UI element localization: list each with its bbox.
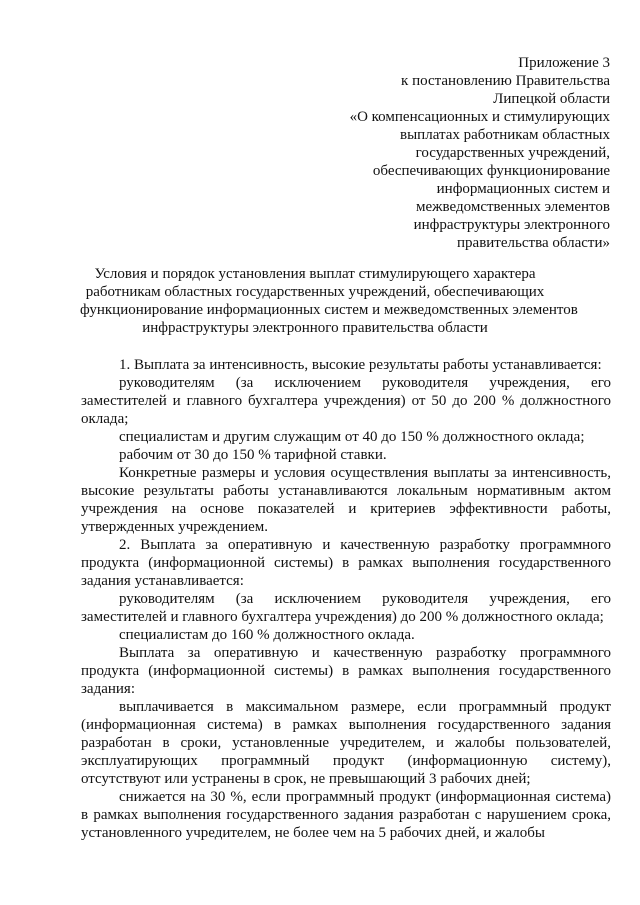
- word: исключением: [274, 591, 361, 607]
- heads-rest-1: заместителей и главного бухгалтера учреждения) от 50 до 200 % должностного оклада;: [81, 393, 611, 427]
- appendix-line: информационных систем и: [436, 181, 610, 197]
- specialists-1: специалистам и другим служащим от 40 до 150 % должностного оклада;: [119, 429, 585, 445]
- appendix-line: государственных учреждений,: [415, 145, 610, 161]
- document-body: [81, 356, 611, 842]
- specific-conditions: Конкретные размеры и условия осуществления выплаты за интенсивность, высокие результаты работы устанавливаются локальным нормативным актом учреждения на основе показателей и критериев эффективности работы, утвержденных учреждением.: [81, 465, 611, 535]
- appendix-line: «О компенсационных и стимулирующих: [349, 109, 610, 125]
- word: его: [591, 591, 611, 607]
- title-line: инфраструктуры электронного правительства области: [142, 320, 488, 336]
- workers-1: рабочим от 30 до 150 % тарифной ставки.: [119, 447, 387, 463]
- document-title: [80, 265, 578, 337]
- heads-line-2: [81, 590, 611, 608]
- appendix-line: Приложение 3: [518, 55, 610, 71]
- appendix-line: инфраструктуры электронного: [413, 217, 610, 233]
- appendix-line: Липецкой области: [493, 91, 610, 107]
- word: руководителя: [382, 591, 469, 607]
- title-line: Условия и порядок установления выплат стимулирующего характера: [94, 266, 536, 282]
- word: (за: [235, 591, 254, 607]
- paragraph-2: 2. Выплата за оперативную и качественную разработку программного продукта (информационной системы) в рамках выполнения государственного задания устанавливается:: [81, 537, 611, 589]
- title-line: работникам областных государственных учреждений, обеспечивающих: [85, 284, 545, 300]
- specialists-2: специалистам до 160 % должностного оклада.: [119, 627, 415, 643]
- word: руководителям: [119, 375, 215, 391]
- word: (за: [235, 375, 254, 391]
- reduced-payment-condition: снижается на 30 %, если программный продукт (информационная система) в рамках выполнения государственного задания разработан с нарушением срока, установленного учредителем, не более чем на 5 рабочих дней, и жалобы: [81, 789, 611, 841]
- appendix-line: межведомственных элементов: [416, 199, 610, 215]
- word: его: [591, 375, 611, 391]
- word: руководителям: [119, 591, 215, 607]
- appendix-line: к постановлению Правительства: [401, 73, 610, 89]
- word: учреждения,: [489, 591, 570, 607]
- appendix-line: обеспечивающих функционирование: [372, 163, 610, 179]
- appendix-line: выплатах работникам областных: [400, 127, 610, 143]
- paragraph-1: 1. Выплата за интенсивность, высокие результаты работы устанавливается:: [119, 357, 602, 373]
- payment-conditions: Выплата за оперативную и качественную разработку программного продукта (информационной системы) в рамках выполнения государственного задания:: [81, 645, 611, 697]
- title-line: функционирование информационных систем и межведомственных элементов: [80, 302, 578, 318]
- word: исключением: [274, 375, 361, 391]
- appendix-header: [250, 54, 610, 252]
- max-payment-condition: выплачивается в максимальном размере, если программный продукт (информационная система) в рамках выполнения государственного задания разработан в сроки, установленные учредителем, и жалобы пользователей, эксплуатирующих программный продукт (информационную систему), отсутствуют или устранены в срок, не превышающий 3 рабочих дней;: [81, 699, 611, 787]
- word: руководителя: [382, 375, 469, 391]
- word: учреждения,: [489, 375, 570, 391]
- heads-rest-2: заместителей и главного бухгалтера учреждения) до 200 % должностного оклада;: [81, 609, 604, 625]
- heads-line-1: [81, 374, 611, 392]
- appendix-line: правительства области»: [457, 235, 610, 251]
